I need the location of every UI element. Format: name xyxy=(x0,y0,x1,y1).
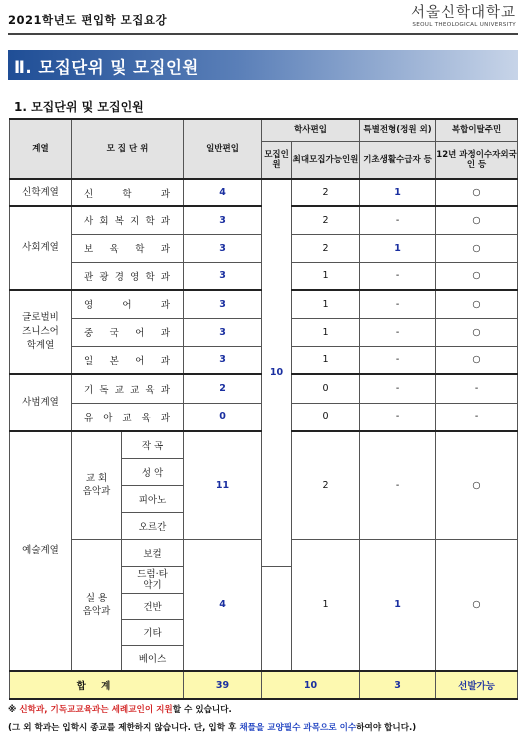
general-count: 3 xyxy=(184,234,262,262)
header-bachelor-group: 학사편입 xyxy=(262,119,360,141)
header-bachelor-max: 최대모집가능인원 xyxy=(292,141,360,179)
special-count: - xyxy=(360,374,436,403)
header-divider xyxy=(8,33,518,35)
general-count: 3 xyxy=(184,206,262,234)
header-special-group: 특별전형(정원 외) xyxy=(360,119,436,141)
header-unit: 모 집 단 위 xyxy=(72,119,184,179)
return-eligibility: ○ xyxy=(436,206,518,234)
major-name: 건반 xyxy=(122,593,184,619)
university-logo xyxy=(411,4,516,29)
return-eligibility: ○ xyxy=(436,539,518,671)
general-count: 0 xyxy=(184,403,262,431)
category-theology: 신학계열 xyxy=(10,179,72,206)
return-eligibility: ○ xyxy=(436,346,518,374)
special-count: - xyxy=(360,431,436,539)
special-count: 1 xyxy=(360,539,436,671)
section-banner xyxy=(8,50,518,80)
max-count: 2 xyxy=(292,431,360,539)
header-general: 일반편입 xyxy=(184,119,262,179)
subsection-title: 1. 모집단위 및 모집인원 xyxy=(14,100,144,114)
max-count: 1 xyxy=(292,290,360,318)
max-count: 2 xyxy=(292,234,360,262)
quota-table xyxy=(9,118,518,700)
total-return: 선발가능 xyxy=(436,671,518,699)
note-mark: ※ xyxy=(8,705,20,715)
max-count: 0 xyxy=(292,374,360,403)
special-count: - xyxy=(360,403,436,431)
max-count: 0 xyxy=(292,403,360,431)
major-name: 작 곡 xyxy=(122,431,184,458)
note-chapel-c: 하여야 합니다.) xyxy=(356,723,417,733)
general-count: 2 xyxy=(184,374,262,403)
special-count: - xyxy=(360,206,436,234)
dept-name: 중 국 어 과 xyxy=(72,318,184,346)
max-count: 1 xyxy=(292,262,360,290)
dept-practical-music: 실 용 음악과 xyxy=(72,539,122,671)
general-count: 3 xyxy=(184,346,262,374)
max-count: 1 xyxy=(292,318,360,346)
general-count: 11 xyxy=(184,431,262,539)
category-global: 글로벌비즈니스어학계열 xyxy=(10,290,72,374)
dept-name: 기 독 교 교 육 과 xyxy=(72,374,184,403)
total-general: 39 xyxy=(184,671,262,699)
return-eligibility: ○ xyxy=(436,290,518,318)
max-count: 1 xyxy=(292,346,360,374)
general-count: 3 xyxy=(184,318,262,346)
major-name: 피아노 xyxy=(122,485,184,512)
major-name: 성 악 xyxy=(122,458,184,485)
category-social: 사회계열 xyxy=(10,206,72,290)
total-bachelor: 10 xyxy=(262,671,360,699)
university-name-english: SEOUL THEOLOGICAL UNIVERSITY xyxy=(412,22,516,28)
total-special: 3 xyxy=(360,671,436,699)
general-count: 4 xyxy=(184,539,262,671)
dept-name: 영 어 과 xyxy=(72,290,184,318)
major-name: 드럼·타악기 xyxy=(122,566,184,593)
dept-name: 일 본 어 과 xyxy=(72,346,184,374)
return-eligibility: ○ xyxy=(436,318,518,346)
header-category: 계열 xyxy=(10,119,72,179)
total-label: 합 계 xyxy=(10,671,184,699)
major-name: 오르간 xyxy=(122,512,184,539)
dept-name: 유 아 교 육 과 xyxy=(72,403,184,431)
total-row xyxy=(10,671,518,699)
note-chapel-a: (그 외 학과는 입학시 종교를 제한하지 않습니다. 단, 입학 후 xyxy=(8,723,240,733)
return-eligibility: - xyxy=(436,403,518,431)
table-row xyxy=(10,179,518,206)
special-count: - xyxy=(360,290,436,318)
header-return-group: 복합이탈주민 xyxy=(436,119,518,141)
max-count: 2 xyxy=(292,179,360,206)
note-chapel-highlight: 채플을 교양필수 과목으로 이수 xyxy=(239,723,357,733)
section-title: Ⅱ. 모집단위 및 모집인원 xyxy=(14,58,199,77)
special-count: - xyxy=(360,262,436,290)
general-count: 3 xyxy=(184,290,262,318)
note-baptism-highlight: 신학과, 기독교교육과는 세례교인이 지원 xyxy=(19,705,173,715)
major-name: 보컬 xyxy=(122,539,184,566)
major-name: 기타 xyxy=(122,619,184,645)
special-count: - xyxy=(360,346,436,374)
doc-title: 2021학년도 편입학 모집요강 xyxy=(8,13,168,27)
special-count: 1 xyxy=(360,179,436,206)
return-eligibility: ○ xyxy=(436,262,518,290)
university-name-korean: 서울신학대학교 xyxy=(410,5,516,21)
return-eligibility: ○ xyxy=(436,179,518,206)
special-count: - xyxy=(360,318,436,346)
max-count: 2 xyxy=(292,206,360,234)
note-baptism-rest: 할 수 있습니다. xyxy=(172,705,232,715)
max-count: 1 xyxy=(292,539,360,671)
dept-name: 사 회 복 지 학 과 xyxy=(72,206,184,234)
note-baptism xyxy=(8,703,232,715)
special-count: 1 xyxy=(360,234,436,262)
category-education: 사범계열 xyxy=(10,374,72,431)
dept-name: 관 광 경 영 학 과 xyxy=(72,262,184,290)
dept-name: 보 육 학 과 xyxy=(72,234,184,262)
note-chapel xyxy=(8,721,416,733)
bachelor-quota-total: 10 xyxy=(262,179,292,566)
return-eligibility: ○ xyxy=(436,431,518,539)
top-header xyxy=(0,0,526,36)
return-eligibility: - xyxy=(436,374,518,403)
major-name: 베이스 xyxy=(122,645,184,671)
general-count: 3 xyxy=(184,262,262,290)
dept-church-music: 교 회 음악과 xyxy=(72,431,122,539)
dept-name: 신 학 과 xyxy=(72,179,184,206)
header-return-sub: 12년 과정이수자외국인 등 xyxy=(436,141,518,179)
return-eligibility: ○ xyxy=(436,234,518,262)
general-count: 4 xyxy=(184,179,262,206)
category-arts: 예술계열 xyxy=(10,431,72,671)
header-special-sub: 기초생활수급자 등 xyxy=(360,141,436,179)
header-bachelor-quota: 모집인원 xyxy=(262,141,292,179)
